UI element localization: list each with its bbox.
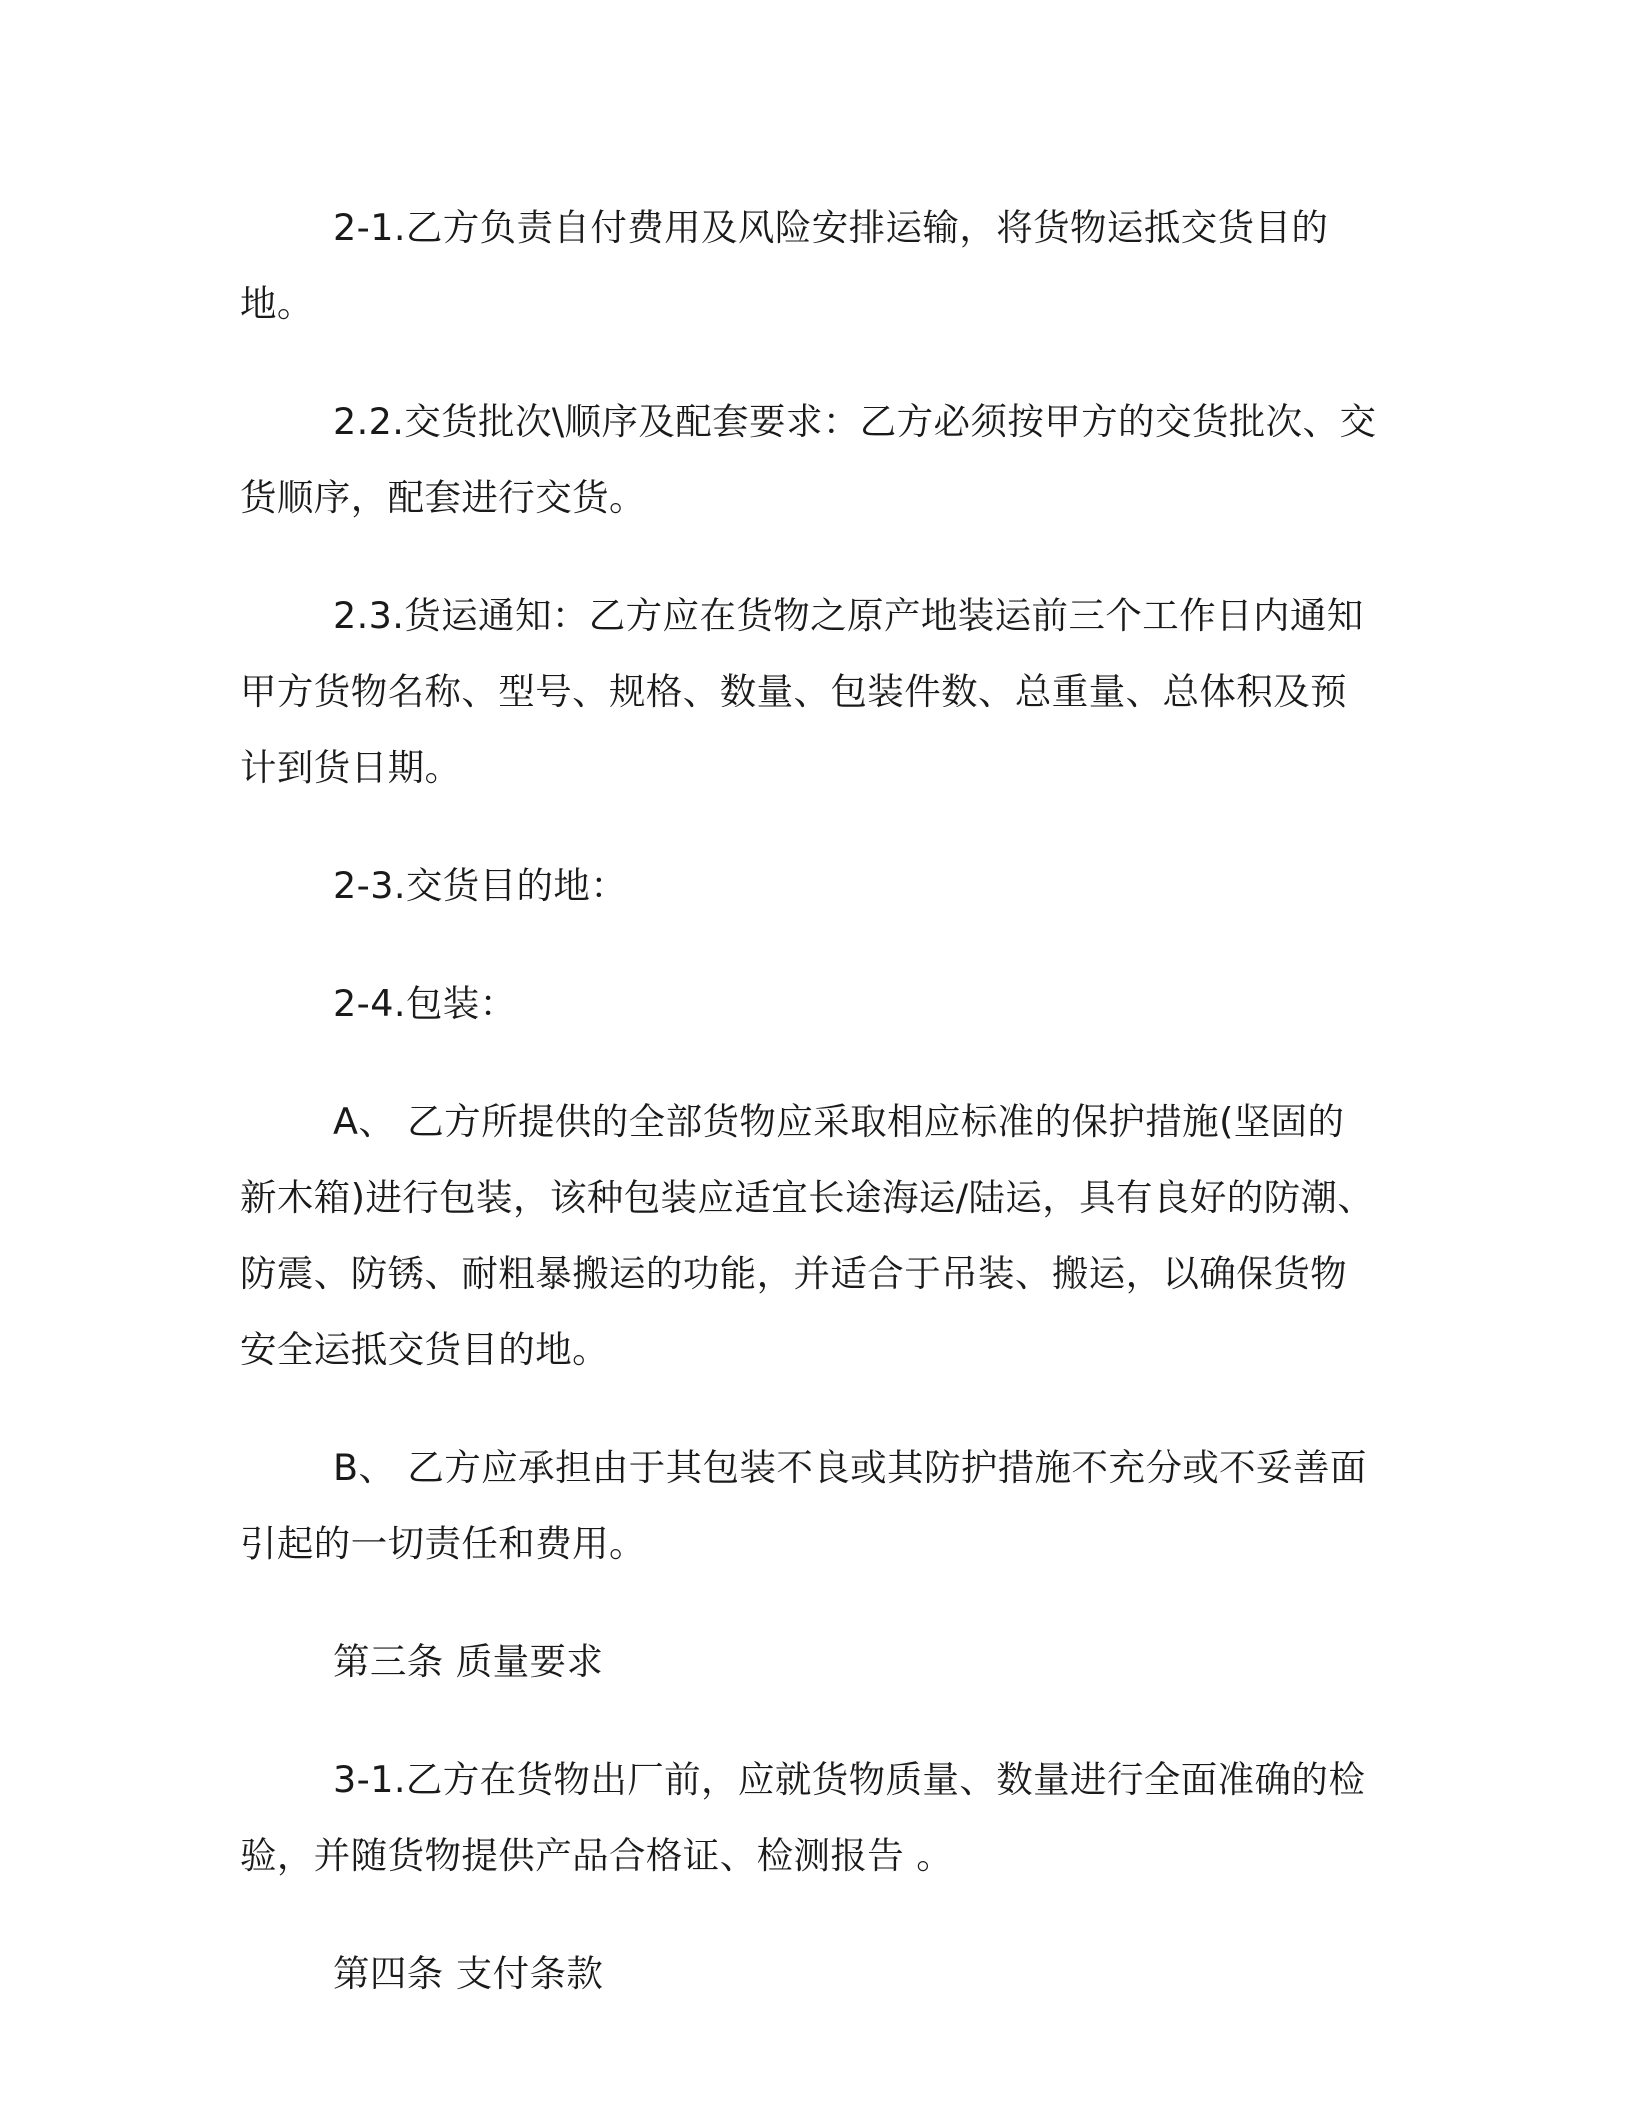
paragraph-packaging-a: A、 乙方所提供的全部货物应采取相应标准的保护措施(坚固的新木箱)进行包装，该种包装应适宜长途海运/陆运，具有良好的防潮、防震、防锈、耐粗暴搬运的功能，并适合于吊装、搬运，以确保货物安全运抵交货目的地。 [240, 1100, 1375, 1371]
paragraph-2-2-delivery-batches: 2.2.交货批次\顺序及配套要求：乙方必须按甲方的交货批次、交货顺序，配套进行交货。 [240, 400, 1377, 519]
paragraph-packaging-b: B、 乙方应承担由于其包装不良或其防护措施不充分或不妥善面引起的一切责任和费用。 [240, 1446, 1367, 1565]
paragraph-2-3-destination: 2-3.交货目的地： [333, 864, 628, 907]
paragraph-2-4-packaging: 2-4.包装： [333, 982, 517, 1025]
section-heading-article-4: 第四条 支付条款 [333, 1952, 604, 1995]
document-body [240, 190, 1380, 2054]
section-heading-article-3: 第三条 质量要求 [333, 1640, 604, 1683]
paragraph-2-1-transport: 2-1.乙方负责自付费用及风险安排运输，将货物运抵交货目的地。 [240, 206, 1329, 325]
paragraph-2-3-shipping-notice: 2.3.货运通知：乙方应在货物之原产地装运前三个工作日内通知甲方货物名称、型号、规格、数量、包装件数、总重量、总体积及预计到货日期。 [240, 594, 1364, 789]
paragraph-3-1-inspection: 3-1.乙方在货物出厂前，应就货物质量、数量进行全面准确的检验，并随货物提供产品合格证、检测报告 。 [240, 1758, 1366, 1877]
